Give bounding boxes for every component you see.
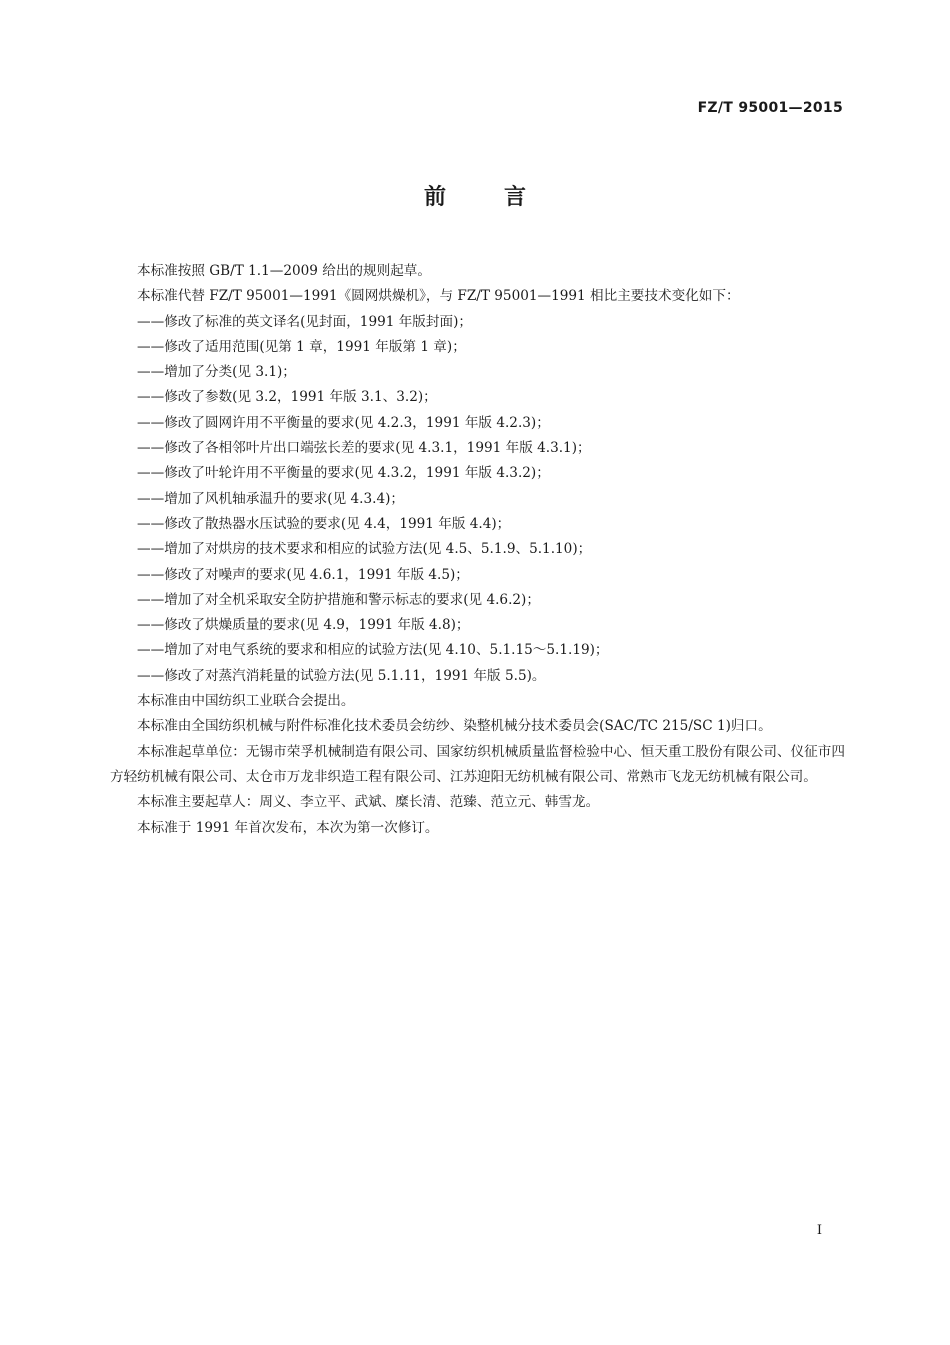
change-list-item: ——修改了对噪声的要求(见 4.6.1，1991 年版 4.5)；: [137, 566, 469, 583]
change-list-item: ——修改了各相邻叶片出口端弦长差的要求(见 4.3.1，1991 年版 4.3.1)；: [137, 440, 591, 457]
paragraph: 本标准于 1991 年首次发布，本次为第一次修订。: [137, 819, 439, 836]
change-list-item: ——修改了标准的英文译名(见封面，1991 年版封面)；: [137, 313, 472, 330]
change-list-item: ——修改了适用范围(见第 1 章，1991 年版第 1 章)；: [137, 338, 466, 355]
standard-code: FZ/T 95001—2015: [697, 100, 843, 116]
paragraph: 本标准由全国纺织机械与附件标准化技术委员会纺纱、染整机械分技术委员会(SAC/TC 215/SC 1)归口。: [137, 718, 772, 735]
paragraph: 本标准主要起草人：周义、李立平、武斌、糜长清、范臻、范立元、韩雪龙。: [137, 794, 600, 811]
change-list-item: ——增加了风机轴承温升的要求(见 4.3.4)；: [137, 490, 405, 507]
page-title: 前言: [423, 185, 584, 210]
paragraph: 本标准代替 FZ/T 95001—1991《圆网烘燥机》，与 FZ/T 95001—1991 相比主要技术变化如下：: [137, 288, 740, 305]
change-list-item: ——增加了对烘房的技术要求和相应的试验方法(见 4.5、5.1.9、5.1.10)；: [137, 541, 592, 558]
foreword-body: [110, 259, 845, 841]
paragraph: 本标准起草单位：无锡市荣孚机械制造有限公司、国家纺织机械质量监督检验中心、恒天重工股份有限公司、仪征市四方轻纺机械有限公司、太仓市万龙非织造工程有限公司、江苏迎阳无纺机械有限公司、常熟市飞龙无纺机械有限公司。: [110, 743, 845, 785]
change-list-item: ——增加了分类(见 3.1)；: [137, 364, 296, 381]
change-list-item: ——修改了对蒸汽消耗量的试验方法(见 5.1.11，1991 年版 5.5)。: [137, 667, 546, 684]
change-list-item: ——修改了圆网许用不平衡量的要求(见 4.2.3，1991 年版 4.2.3)；: [137, 414, 550, 431]
change-list-item: ——修改了参数(见 3.2，1991 年版 3.1、3.2)；: [137, 389, 437, 406]
paragraph: 本标准由中国纺织工业联合会提出。: [137, 693, 355, 710]
change-list-item: ——增加了对电气系统的要求和相应的试验方法(见 4.10、5.1.15～5.1.19)；: [137, 642, 609, 659]
change-list-item: ——增加了对全机采取安全防护措施和警示标志的要求(见 4.6.2)；: [137, 591, 540, 608]
change-list-item: ——修改了烘燥质量的要求(见 4.9，1991 年版 4.8)；: [137, 617, 470, 634]
change-list-item: ——修改了叶轮许用不平衡量的要求(见 4.3.2，1991 年版 4.3.2)；: [137, 465, 550, 482]
page-number: I: [816, 1223, 822, 1238]
change-list-item: ——修改了散热器水压试验的要求(见 4.4，1991 年版 4.4)；: [137, 515, 511, 532]
paragraph: 本标准按照 GB/T 1.1—2009 给出的规则起草。: [137, 263, 431, 279]
